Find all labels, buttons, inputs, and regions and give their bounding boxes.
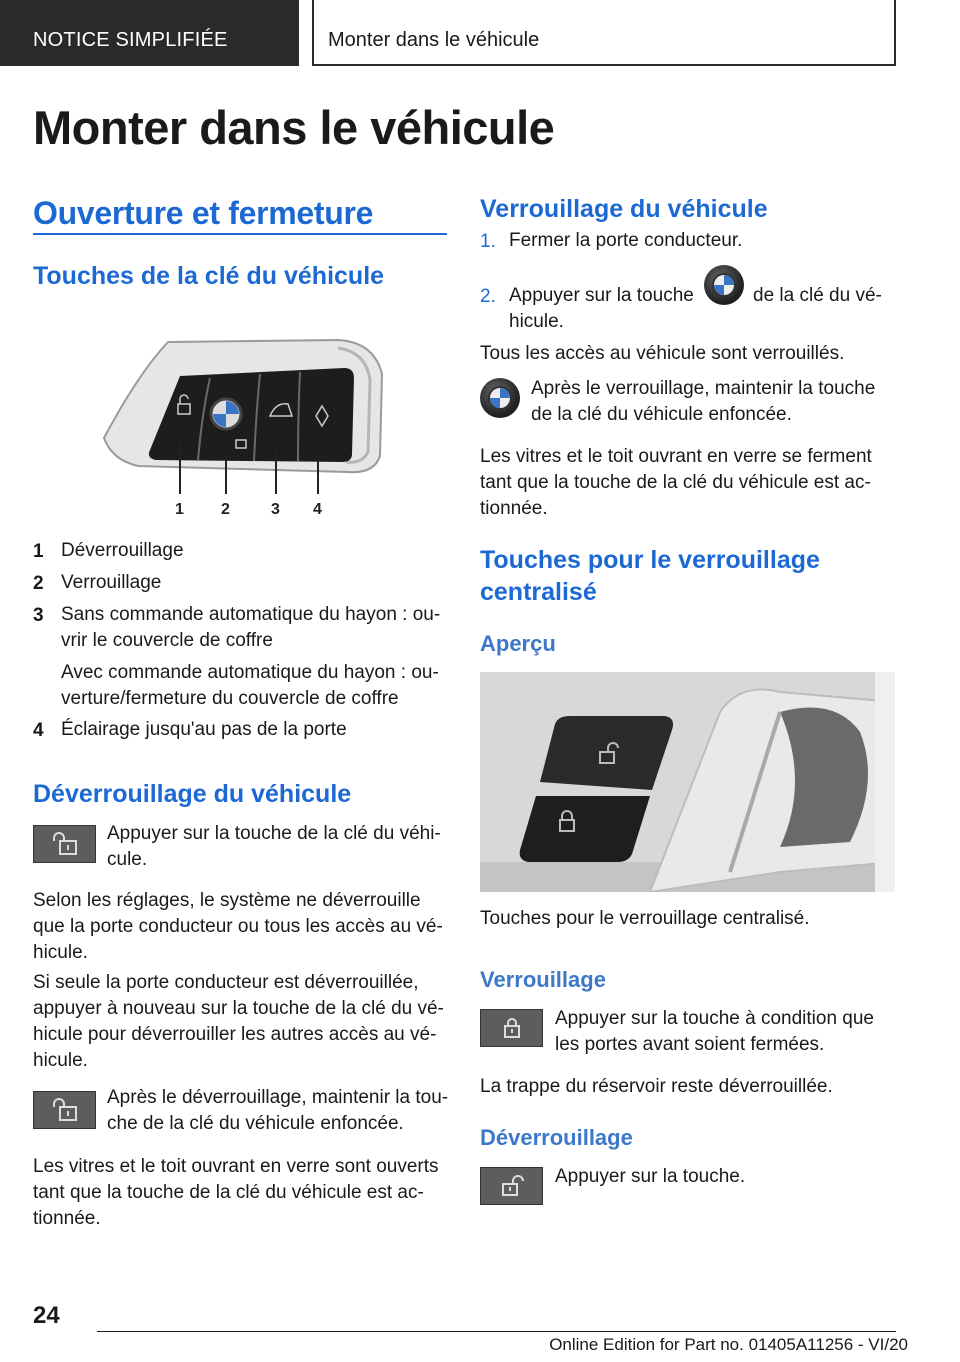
fig-label-1: 1 [175,501,184,518]
step-number: 1. [480,231,496,252]
paragraph: que la porte conducteur ou tous les accès au vé- [33,916,443,937]
lock-icon-text: de la clé du véhicule enfoncée. [531,404,792,425]
legend-num: 4 [33,720,44,741]
header-chapter-tab [312,0,896,66]
paragraph: Les vitres et le toit ouvrant en verre se ferment [480,446,872,467]
section-heading-ouverture: Ouverture et fermeture [33,195,374,231]
legend-text: verture/fermeture du couvercle de coffre [61,688,399,709]
legend-text: Verrouillage [61,572,162,593]
paragraph: hicule pour déverrouiller les autres accès au vé- [33,1024,437,1045]
central-lock-heading: centralisé [480,578,597,606]
step-text: Fermer la porte conducteur. [509,230,743,251]
unlock-padlock-icon [480,1167,543,1205]
verr-icon-text: les portes avant soient fermées. [555,1034,825,1055]
step-text: hicule. [509,311,564,332]
footer-rule [97,1331,896,1332]
section-rule [33,233,447,235]
unlock-heading: Déverrouillage du véhicule [33,780,352,808]
paragraph: tionnée. [33,1208,101,1229]
step-text: de la clé du vé- [753,285,882,306]
lock-icon-text: Après le verrouillage, maintenir la touche [531,378,876,399]
legend-text: Avec commande automatique du hayon : ou- [61,662,439,683]
legend-text: Sans commande automatique du hayon : ou- [61,604,441,625]
key-buttons-heading: Touches de la clé du véhicule [33,262,385,290]
unlock-icon2-text: che de la clé du véhicule enfoncée. [107,1113,404,1134]
page-number: 24 [33,1302,60,1329]
legend-num: 2 [33,573,44,594]
paragraph: tant que la touche de la clé du véhicule est ac- [480,472,871,493]
image-caption: Touches pour le verrouillage centralisé. [480,908,810,929]
bmw-logo-key-icon [704,265,744,305]
fig-label-2: 2 [221,501,230,518]
paragraph: Selon les réglages, le système ne déverrouille [33,890,421,911]
step-number: 2. [480,286,496,307]
unlock-icon-text: Appuyer sur la touche de la clé du véhi- [107,823,441,844]
central-lock-buttons-image [480,672,895,892]
paragraph: hicule. [33,1050,88,1071]
fig-label-4: 4 [313,501,322,518]
legend-text: Déverrouillage [61,540,184,561]
central-lock-heading: Touches pour le verrouillage [480,546,820,574]
unlock-icon2-text: Après le déverrouillage, maintenir la tou- [107,1087,449,1108]
page-title: Monter dans le véhicule [33,101,555,154]
paragraph: La trappe du réservoir reste déverrouillée. [480,1076,833,1097]
legend-text: Éclairage jusqu'au pas de la porte [61,719,347,740]
paragraph: Si seule la porte conducteur est déverrouillée, [33,972,419,993]
paragraph: tant que la touche de la clé du véhicule est ac- [33,1182,424,1203]
lock-padlock-icon [480,1009,543,1047]
verrouillage-heading: Verrouillage [480,967,606,992]
paragraph: Les vitres et le toit ouvrant en verre sont ouverts [33,1156,439,1177]
paragraph: appuyer à nouveau sur la touche de la clé du vé- [33,998,444,1019]
key-fob-image [98,334,388,520]
verr-icon-text: Appuyer sur la touche à condition que [555,1008,874,1029]
fig-label-3: 3 [271,501,280,518]
deverrouillage-heading: Déverrouillage [480,1125,633,1150]
footer-edition: Online Edition for Part no. 01405A11256 - VI/20 [549,1335,908,1354]
bmw-logo-key-icon [480,378,520,418]
dever-icon-text: Appuyer sur la touche. [555,1166,746,1187]
paragraph: tionnée. [480,498,548,519]
step-text: Appuyer sur la touche [509,285,694,306]
header-chapter-label: Monter dans le véhicule [328,29,540,51]
unlock-padlock-icon [33,825,96,863]
legend-num: 3 [33,605,44,626]
legend-num: 1 [33,541,44,562]
lock-heading: Verrouillage du véhicule [480,195,768,223]
paragraph: hicule. [33,942,88,963]
unlock-icon-text: cule. [107,849,148,870]
paragraph: Tous les accès au véhicule sont verrouillés. [480,343,845,364]
legend-text: vrir le couvercle de coffre [61,630,273,651]
header-section-label: NOTICE SIMPLIFIÉE [33,29,228,51]
unlock-padlock-icon [33,1091,96,1129]
apercu-heading: Aperçu [480,631,556,656]
header-section-tab [0,0,299,66]
